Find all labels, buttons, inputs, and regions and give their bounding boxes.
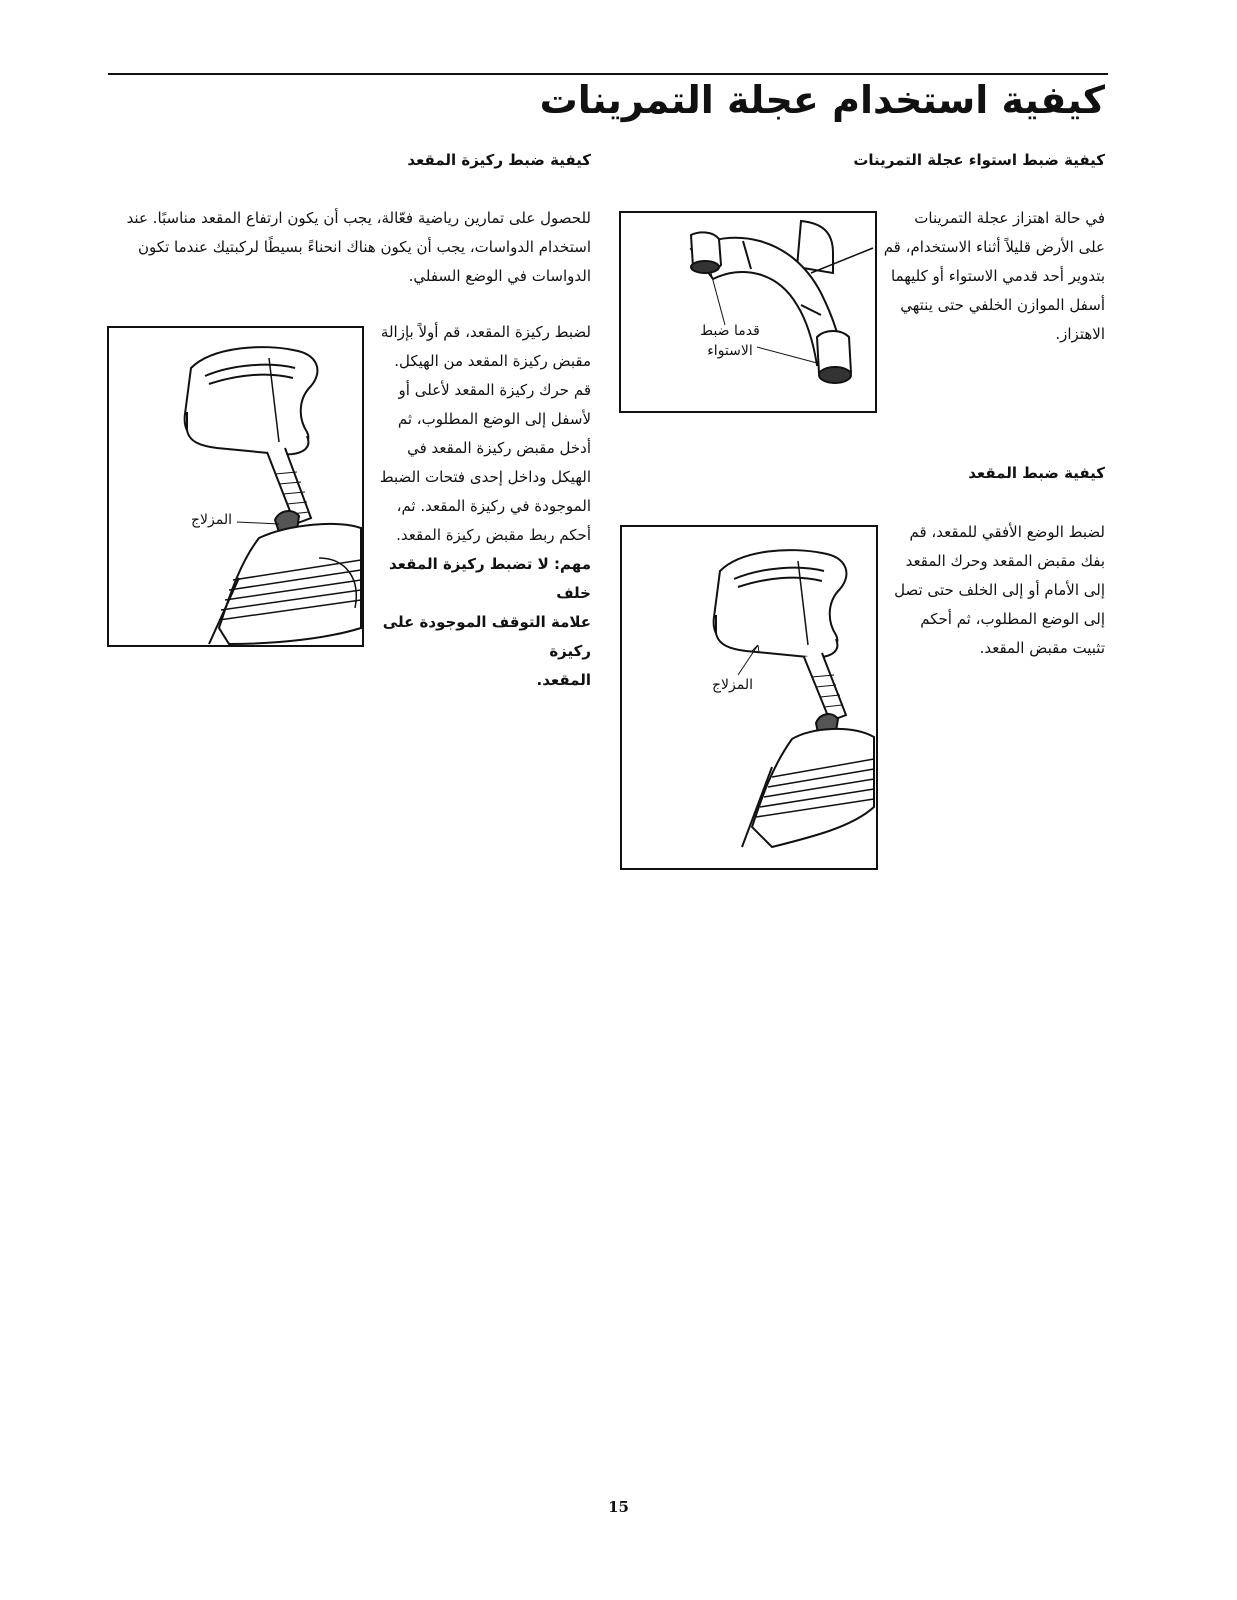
page-number: 15 (608, 1498, 629, 1516)
seat-post-intro (101, 204, 591, 291)
text-line: بتدوير أحد قدمي الاستواء أو كليهما (891, 267, 1105, 285)
seat-post-heading: كيفية ضبط ركيزة المقعد (407, 151, 591, 169)
text-line: أدخل مقبض ركيزة المقعد في (407, 439, 591, 457)
text-line: للحصول على تمارين رياضية فعّالة، يجب أن يكون ارتفاع المقعد مناسبًا. عند (126, 209, 591, 227)
text-line: قم حرك ركيزة المقعد لأعلى أو (398, 381, 591, 399)
seat-slider-illustration-icon (622, 527, 876, 868)
header-rule (108, 73, 1108, 75)
text-line: إلى الوضع المطلوب، ثم أحكم (920, 610, 1105, 628)
text-line: أحكم ربط مقبض ركيزة المقعد. (396, 526, 591, 544)
leveling-feet-callout (695, 321, 765, 361)
text-line: لضبط الوضع الأفقي للمقعد، قم (909, 523, 1105, 541)
leveling-feet-illustration-icon (621, 213, 875, 411)
seat-post-figure (107, 326, 364, 647)
callout-line: قدما ضبط (700, 323, 760, 339)
page-title: كيفية استخدام عجلة التمرينات (539, 78, 1105, 122)
text-line: الاهتزاز. (1055, 325, 1105, 343)
text-line: الدواسات في الوضع السفلي. (408, 267, 591, 285)
seat-heading: كيفية ضبط المقعد (968, 464, 1105, 482)
text-line: لأسفل إلى الوضع المطلوب، ثم (397, 410, 591, 428)
text-line: الموجودة في ركيزة المقعد. ثم، (396, 497, 591, 515)
text-line: بفك مقبض المقعد وحرك المقعد (905, 552, 1105, 570)
text-line: أسفل الموازن الخلفي حتى ينتهي (900, 296, 1105, 314)
callout-line: الاستواء (707, 343, 753, 359)
text-line: الهيكل وداخل إحدى فتحات الضبط (379, 468, 591, 486)
text-line: على الأرض قليلاً أثناء الاستخدام، قم (883, 238, 1105, 256)
leveling-heading: كيفية ضبط استواء عجلة التمرينات (853, 151, 1105, 169)
text-line: لضبط ركيزة المقعد، قم أولاً بإزالة (380, 323, 591, 341)
warning-line: علامة التوقف الموجودة على ركيزة (382, 613, 591, 660)
text-line: تثبيت مقبض المقعد. (979, 639, 1105, 657)
seat-post-knob-illustration-icon (109, 328, 362, 645)
seat-post-body (366, 318, 591, 695)
seat-figure (620, 525, 878, 870)
leveling-text (875, 204, 1105, 349)
seat-text (875, 518, 1105, 663)
text-line: مقبض ركيزة المقعد من الهيكل. (394, 352, 591, 370)
text-line: في حالة اهتزاز عجلة التمرينات (914, 209, 1105, 227)
text-line: استخدام الدواسات، يجب أن يكون هناك انحناءً بسيطًا لركبتيك عندما تكون (138, 238, 591, 256)
warning-line: مهم: لا تضبط ركيزة المقعد خلف (388, 555, 591, 602)
leveling-figure (619, 211, 877, 413)
text-line: إلى الأمام أو إلى الخلف حتى تصل (894, 581, 1105, 599)
warning-line: المقعد. (536, 671, 591, 689)
seat-slider-callout: المزلاج (712, 677, 753, 693)
seat-post-knob-callout: المزلاج (191, 512, 232, 528)
